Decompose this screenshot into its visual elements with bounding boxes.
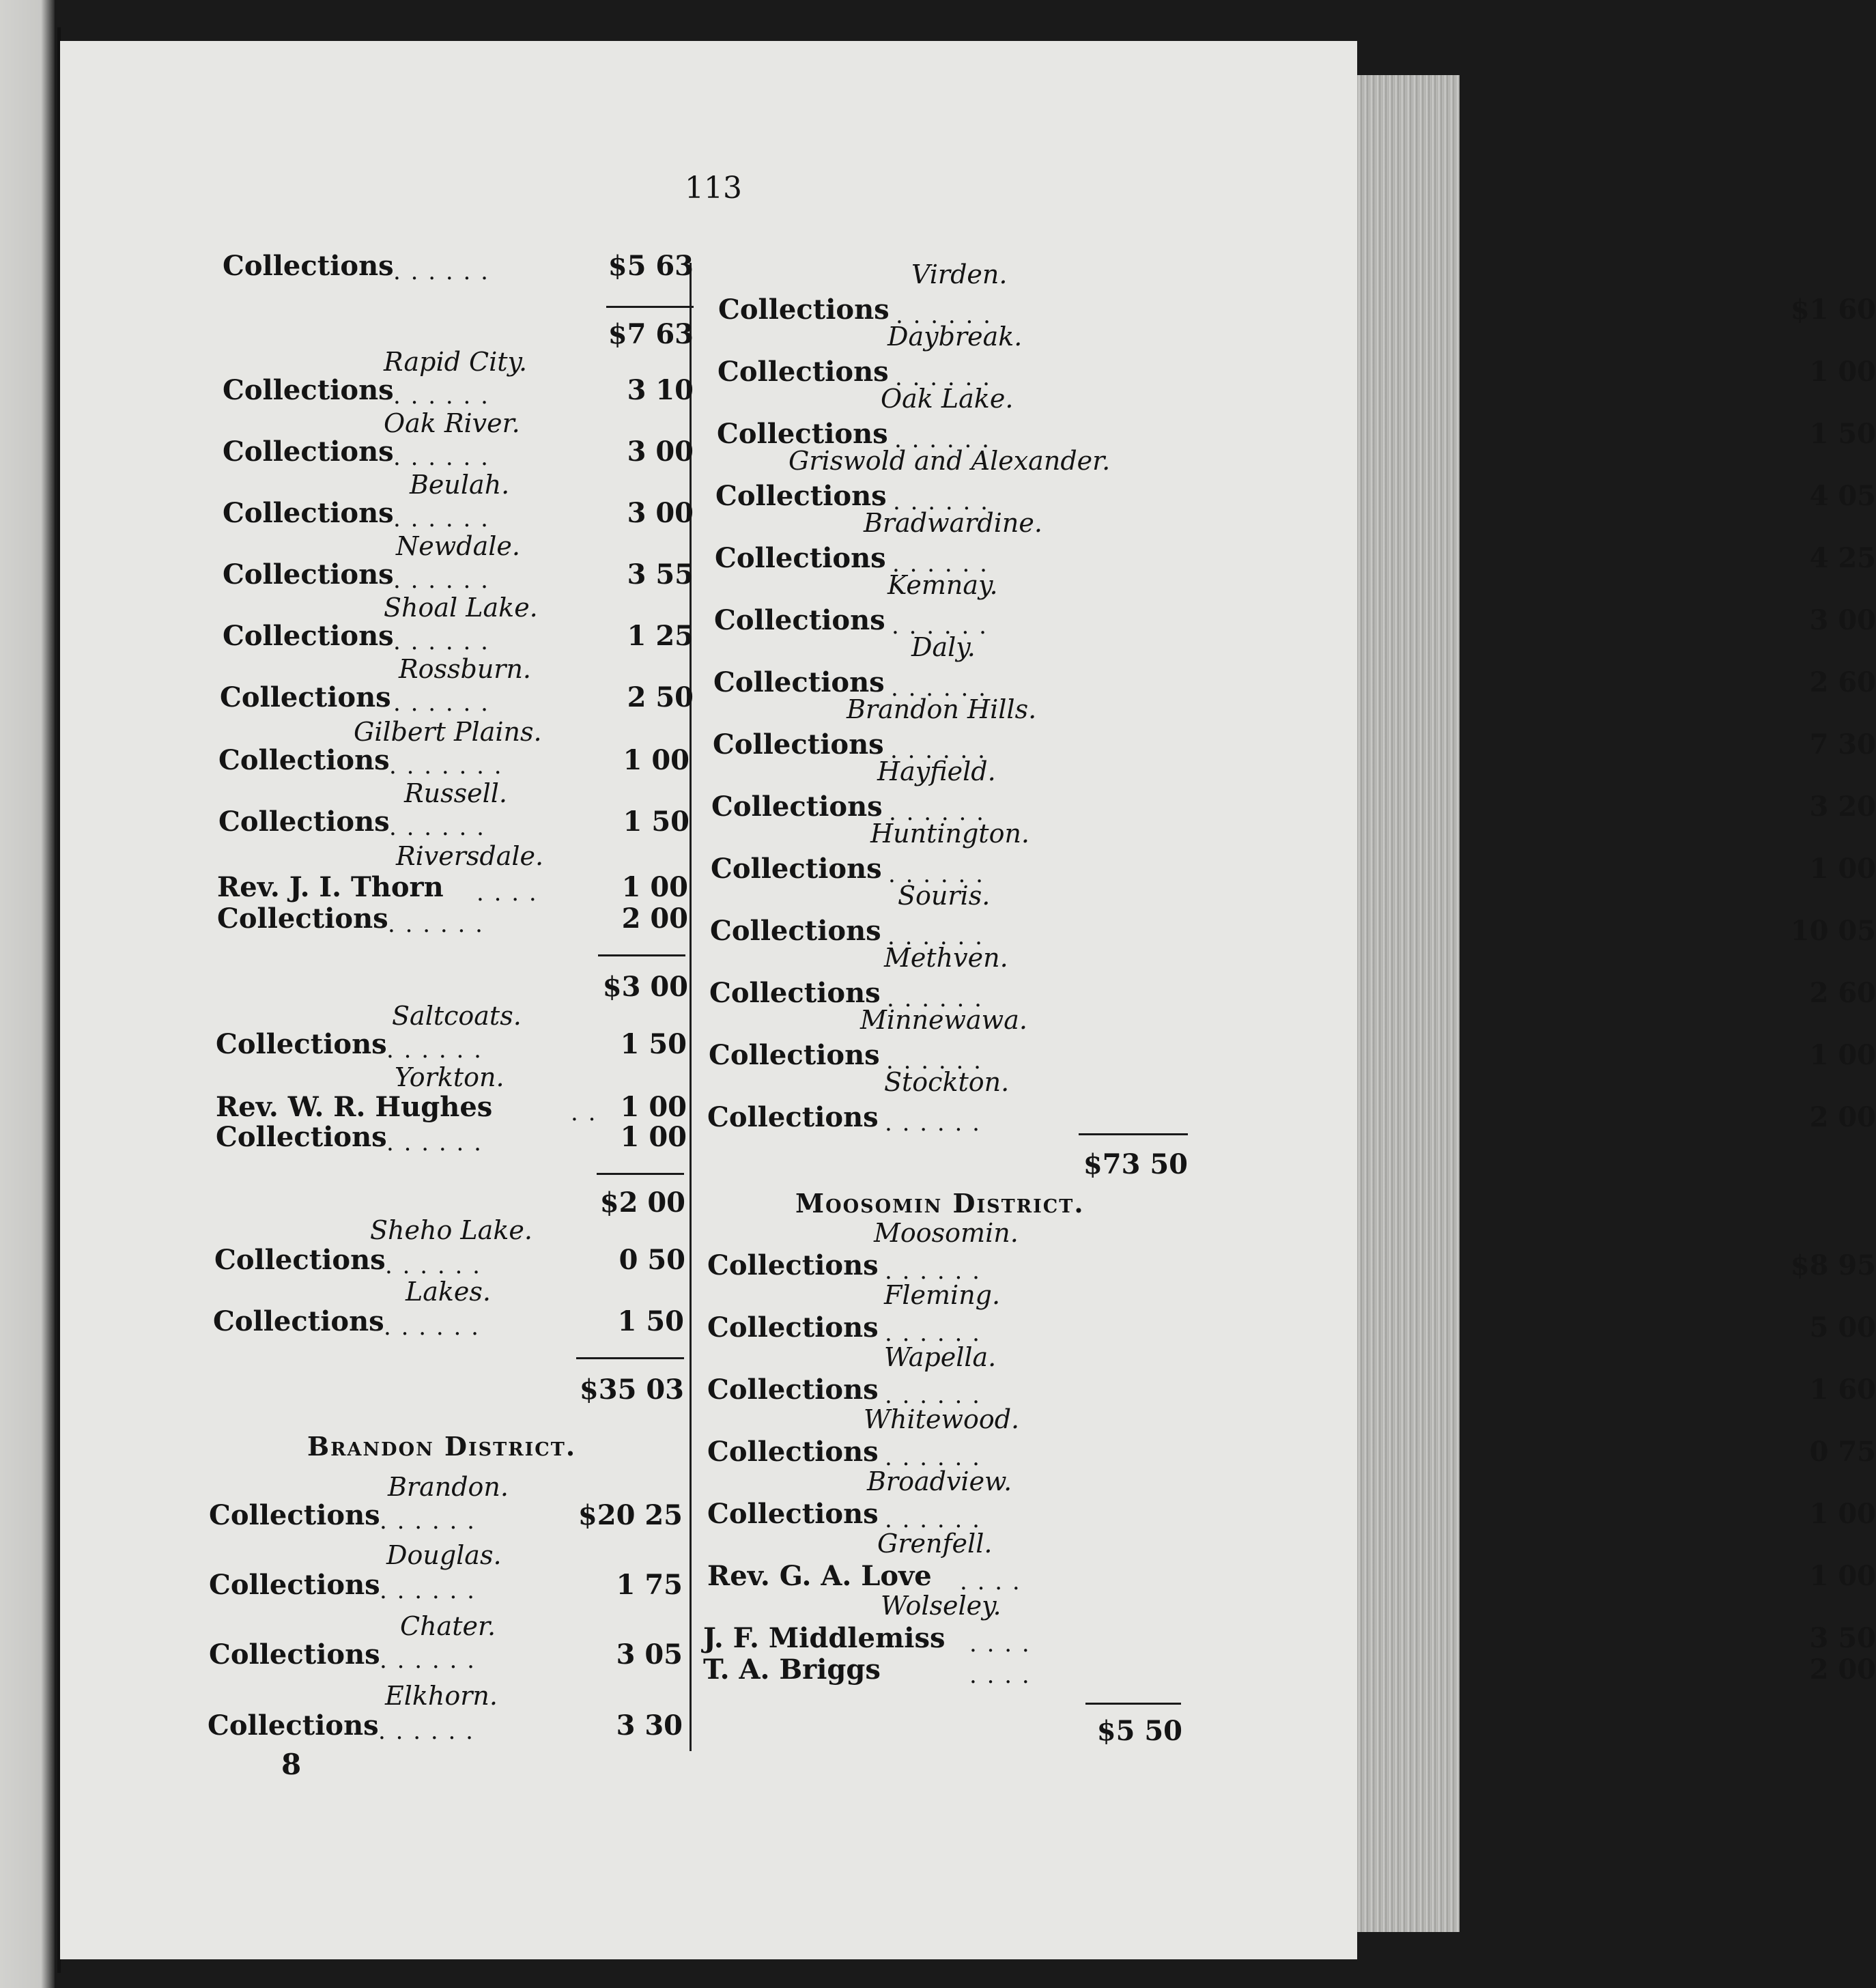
entry-amount: 1 00 xyxy=(620,1121,687,1153)
entry-label: T. A. Briggs xyxy=(703,1653,881,1686)
entry-label: Collections xyxy=(220,681,391,713)
place-name: Wolseley. xyxy=(881,1591,1001,1621)
entry-label: Collections xyxy=(707,1374,879,1406)
entry-label: Collections xyxy=(223,620,394,652)
leader-dots: . . . . . . xyxy=(885,1320,981,1347)
entry-amount: 0 75 xyxy=(1809,1436,1876,1468)
place-name: Virden. xyxy=(911,259,1008,289)
leader-dots: . . . . . . xyxy=(887,923,984,950)
list-item xyxy=(223,558,694,597)
list-item xyxy=(714,604,1876,642)
leader-dots: . . . . . . xyxy=(393,444,489,471)
list-item xyxy=(707,1101,1876,1139)
entry-label: Collections xyxy=(709,1039,880,1071)
entry-amount: 2 00 xyxy=(1809,1653,1876,1686)
subtotal: $3 00 xyxy=(602,971,688,1003)
subtotal: $7 63 xyxy=(608,318,694,350)
entry-label: Collections xyxy=(715,542,886,574)
leader-dots: . . xyxy=(571,1099,597,1126)
place-name: Brandon. xyxy=(388,1472,509,1502)
place-name: Souris. xyxy=(898,881,991,911)
leader-dots: . . . . . . xyxy=(378,1718,474,1745)
entry-amount: 3 20 xyxy=(1809,791,1876,823)
list-item xyxy=(223,620,694,658)
leader-dots: . . . . . . xyxy=(885,1506,981,1533)
leader-dots: . . . . . . xyxy=(885,1109,981,1137)
list-item xyxy=(216,1028,687,1066)
entry-amount: 3 55 xyxy=(627,558,694,591)
place-name: Douglas. xyxy=(386,1540,502,1570)
place-name: Wapella. xyxy=(884,1342,997,1372)
entry-label: Collections xyxy=(216,1121,387,1153)
entry-amount: 2 50 xyxy=(627,681,694,713)
entry-amount: 1 00 xyxy=(1809,1560,1876,1592)
list-item xyxy=(216,1121,687,1159)
entry-label: Collections xyxy=(707,1311,879,1344)
entry-label: Collections xyxy=(218,744,390,776)
right-column xyxy=(690,0,1876,1988)
place-name: Sheho Lake. xyxy=(370,1215,532,1245)
entry-amount: 3 30 xyxy=(616,1709,683,1742)
leader-dots: . . . . . . xyxy=(893,488,989,515)
place-name: Chater. xyxy=(400,1611,496,1641)
entry-amount: 1 75 xyxy=(616,1569,683,1601)
entry-label: Collections xyxy=(216,1028,387,1060)
entry-amount: 1 00 xyxy=(1809,1039,1876,1071)
leader-dots: . . . . . . xyxy=(393,382,489,410)
place-name: Stockton. xyxy=(884,1067,1010,1097)
place-name: Kemnay. xyxy=(887,570,998,600)
list-item xyxy=(711,853,1876,891)
entry-amount: 3 00 xyxy=(627,497,694,529)
entry-amount: $20 25 xyxy=(578,1499,683,1531)
entry-amount: 1 50 xyxy=(620,1028,687,1060)
entry-amount: 3 10 xyxy=(627,374,694,406)
entry-label: Collections xyxy=(718,294,890,326)
total-rule xyxy=(1085,1703,1181,1705)
leader-dots: . . . . . . xyxy=(892,612,988,640)
entry-label: Collections xyxy=(223,374,394,406)
list-item xyxy=(209,1638,683,1677)
leader-dots: . . . . xyxy=(969,1630,1031,1658)
leader-dots: . . . . . . xyxy=(380,1647,476,1674)
place-name: Oak River. xyxy=(384,408,520,438)
entry-label: J. F. Middlemiss xyxy=(703,1622,946,1654)
entry-label: Rev. G. A. Love xyxy=(707,1560,932,1592)
entry-label: Collections xyxy=(209,1638,380,1671)
subtotal: $2 00 xyxy=(599,1187,685,1219)
total-rule xyxy=(598,954,685,956)
list-item xyxy=(707,1311,1876,1350)
place-name: Newdale. xyxy=(396,531,520,561)
entry-label: Collections xyxy=(715,480,887,512)
total-rule xyxy=(606,306,694,308)
place-name: Saltcoats. xyxy=(392,1001,522,1031)
total-rule xyxy=(576,1357,684,1359)
district-heading: Brandon District. xyxy=(307,1431,577,1462)
leader-dots: . . . . . . xyxy=(388,911,484,938)
list-item xyxy=(217,903,688,941)
entry-label: Collections xyxy=(711,853,882,885)
subtotal: $73 50 xyxy=(1083,1148,1188,1180)
place-name: Rossburn. xyxy=(399,654,532,684)
entry-amount: 1 25 xyxy=(627,620,694,652)
leader-dots: . . . . . . . xyxy=(389,752,503,780)
total-rule xyxy=(597,1173,684,1175)
entry-label: Collections xyxy=(707,1498,879,1530)
entry-label: Collections xyxy=(223,497,394,529)
leader-dots: . . . . . . xyxy=(894,426,991,453)
place-name: Methven. xyxy=(884,943,1008,973)
total-rule xyxy=(1079,1133,1188,1135)
place-name: Brandon Hills. xyxy=(847,694,1037,724)
list-item xyxy=(220,681,694,720)
entry-amount: 1 50 xyxy=(617,1305,684,1337)
entry-label: Collections xyxy=(713,728,884,761)
leader-dots: . . . . . . xyxy=(895,364,991,391)
list-item xyxy=(223,497,694,535)
entry-amount: 3 50 xyxy=(1809,1622,1876,1654)
subtotal: $5 50 xyxy=(1096,1715,1182,1747)
entry-amount: 1 50 xyxy=(623,806,690,838)
list-item xyxy=(208,1709,683,1748)
leader-dots: . . . . . . xyxy=(896,302,992,329)
leader-dots: . . . . . . xyxy=(887,985,983,1012)
signature-mark: 8 xyxy=(281,1748,302,1781)
leader-dots: . . . . . . xyxy=(889,799,985,826)
place-name: Broadview. xyxy=(867,1466,1012,1496)
place-name: Lakes. xyxy=(406,1277,491,1307)
entry-label: Collections xyxy=(711,791,883,823)
entry-amount: $1 60 xyxy=(1790,294,1876,326)
list-item xyxy=(707,1249,1876,1288)
entry-label: Collections xyxy=(217,903,388,935)
place-name: Huntington. xyxy=(870,819,1030,849)
place-name: Rapid City. xyxy=(384,347,528,377)
leader-dots: . . . . . . xyxy=(380,1507,476,1535)
place-name: Whitewood. xyxy=(864,1404,1020,1434)
list-item xyxy=(209,1569,683,1607)
entry-label: Collections xyxy=(713,666,885,698)
leader-dots: . . . . xyxy=(477,879,538,907)
entry-amount: 2 00 xyxy=(1809,1101,1876,1133)
list-item xyxy=(213,1305,684,1344)
leader-dots: . . . . . . xyxy=(393,505,489,532)
entry-amount: 3 05 xyxy=(616,1638,683,1671)
entry-label: Rev. J. I. Thorn xyxy=(217,871,444,903)
place-name: Moosomin. xyxy=(874,1218,1019,1248)
place-name: Daly. xyxy=(911,632,976,662)
leader-dots: . . . . . . xyxy=(888,861,984,888)
entry-label: Collections xyxy=(208,1709,379,1742)
entry-label: Collections xyxy=(214,1244,386,1276)
leader-dots: . . . . . . xyxy=(886,1047,982,1075)
leader-dots: . . . . . . xyxy=(892,550,989,578)
leader-dots: . . . . . . xyxy=(885,1382,981,1409)
entry-amount: 1 00 xyxy=(620,1091,687,1123)
list-item xyxy=(223,250,694,288)
entry-label: Collections xyxy=(714,604,885,636)
grand-total: $35 03 xyxy=(579,1374,684,1406)
place-name: Griswold and Alexander. xyxy=(788,446,1111,476)
leader-dots: . . . . . . xyxy=(386,1129,483,1156)
entry-amount: 1 00 xyxy=(621,871,688,903)
entry-amount: 7 30 xyxy=(1809,728,1876,761)
list-item xyxy=(218,744,690,782)
entry-amount: 2 60 xyxy=(1809,977,1876,1009)
entry-label: Collections xyxy=(213,1305,384,1337)
entry-amount: 4 05 xyxy=(1809,480,1876,512)
place-name: Gilbert Plains. xyxy=(354,717,542,747)
entry-amount: 3 00 xyxy=(1809,604,1876,636)
leader-dots: . . . . . . xyxy=(885,1444,981,1471)
leader-dots: . . . . . . xyxy=(385,1252,481,1279)
list-item xyxy=(223,374,694,412)
leader-dots: . . . . . . xyxy=(393,567,489,594)
entry-amount: $5 63 xyxy=(608,250,694,282)
entry-label: Rev. W. R. Hughes xyxy=(216,1091,493,1123)
leader-dots: . . . . . . xyxy=(386,1036,483,1064)
list-item xyxy=(703,1653,1876,1692)
entry-label: Collections xyxy=(709,977,881,1009)
entry-label: Collections xyxy=(707,1249,879,1281)
leader-dots: . . . . . . xyxy=(393,628,489,655)
place-name: Grenfell. xyxy=(877,1529,993,1559)
place-name: Yorkton. xyxy=(395,1062,504,1092)
list-item xyxy=(209,1499,683,1537)
entry-amount: 1 50 xyxy=(1809,418,1876,450)
entry-amount: 3 00 xyxy=(627,436,694,468)
entry-amount: 0 50 xyxy=(619,1244,685,1276)
entry-amount: 1 60 xyxy=(1809,1374,1876,1406)
entry-amount: 1 00 xyxy=(623,744,690,776)
leader-dots: . . . . . . xyxy=(891,674,987,702)
place-name: Fleming. xyxy=(884,1280,1001,1310)
entry-label: Collections xyxy=(707,1101,879,1133)
place-name: Elkhorn. xyxy=(385,1681,498,1711)
place-name: Oak Lake. xyxy=(881,384,1014,414)
place-name: Shoal Lake. xyxy=(384,593,538,623)
place-name: Hayfield. xyxy=(877,756,996,786)
entry-amount: 10 05 xyxy=(1790,915,1876,947)
entry-label: Collections xyxy=(710,915,881,947)
leader-dots: . . . . . . xyxy=(384,1314,480,1341)
entry-label: Collections xyxy=(223,436,394,468)
list-item xyxy=(223,436,694,474)
place-name: Bradwardine. xyxy=(864,508,1042,538)
entry-amount: $8 95 xyxy=(1790,1249,1876,1281)
leader-dots: . . . . . . xyxy=(389,814,485,841)
entry-amount: 2 00 xyxy=(621,903,688,935)
list-item xyxy=(218,806,690,844)
place-name: Russell. xyxy=(404,778,507,808)
leader-dots: . . . . xyxy=(969,1662,1031,1689)
entry-label: Collections xyxy=(218,806,390,838)
district-heading: Moosomin District. xyxy=(795,1188,1085,1219)
entry-label: Collections xyxy=(209,1499,380,1531)
entry-amount: 4 25 xyxy=(1809,542,1876,574)
leader-dots: . . . . . . xyxy=(890,737,986,764)
entry-amount: 1 00 xyxy=(1809,1498,1876,1530)
leader-dots: . . . . . . xyxy=(393,690,489,717)
entry-label: Collections xyxy=(707,1436,879,1468)
leader-dots: . . . . . . xyxy=(393,258,489,285)
entry-label: Collections xyxy=(223,250,394,282)
entry-amount: 5 00 xyxy=(1809,1311,1876,1344)
entry-label: Collections xyxy=(223,558,394,591)
entry-label: Collections xyxy=(717,356,889,388)
place-name: Daybreak. xyxy=(887,322,1023,352)
left-column xyxy=(0,0,710,1988)
place-name: Minnewawa. xyxy=(860,1005,1027,1035)
entry-label: Collections xyxy=(209,1569,380,1601)
place-name: Beulah. xyxy=(410,470,510,500)
entry-amount: 1 00 xyxy=(1809,853,1876,885)
entry-label: Collections xyxy=(717,418,888,450)
entry-amount: 1 00 xyxy=(1809,356,1876,388)
place-name: Riversdale. xyxy=(396,841,544,871)
leader-dots: . . . . . . xyxy=(885,1258,981,1285)
leader-dots: . . . . . . xyxy=(380,1577,476,1604)
leader-dots: . . . . xyxy=(960,1568,1021,1595)
entry-amount: 2 60 xyxy=(1809,666,1876,698)
page-number: 113 xyxy=(685,171,742,205)
